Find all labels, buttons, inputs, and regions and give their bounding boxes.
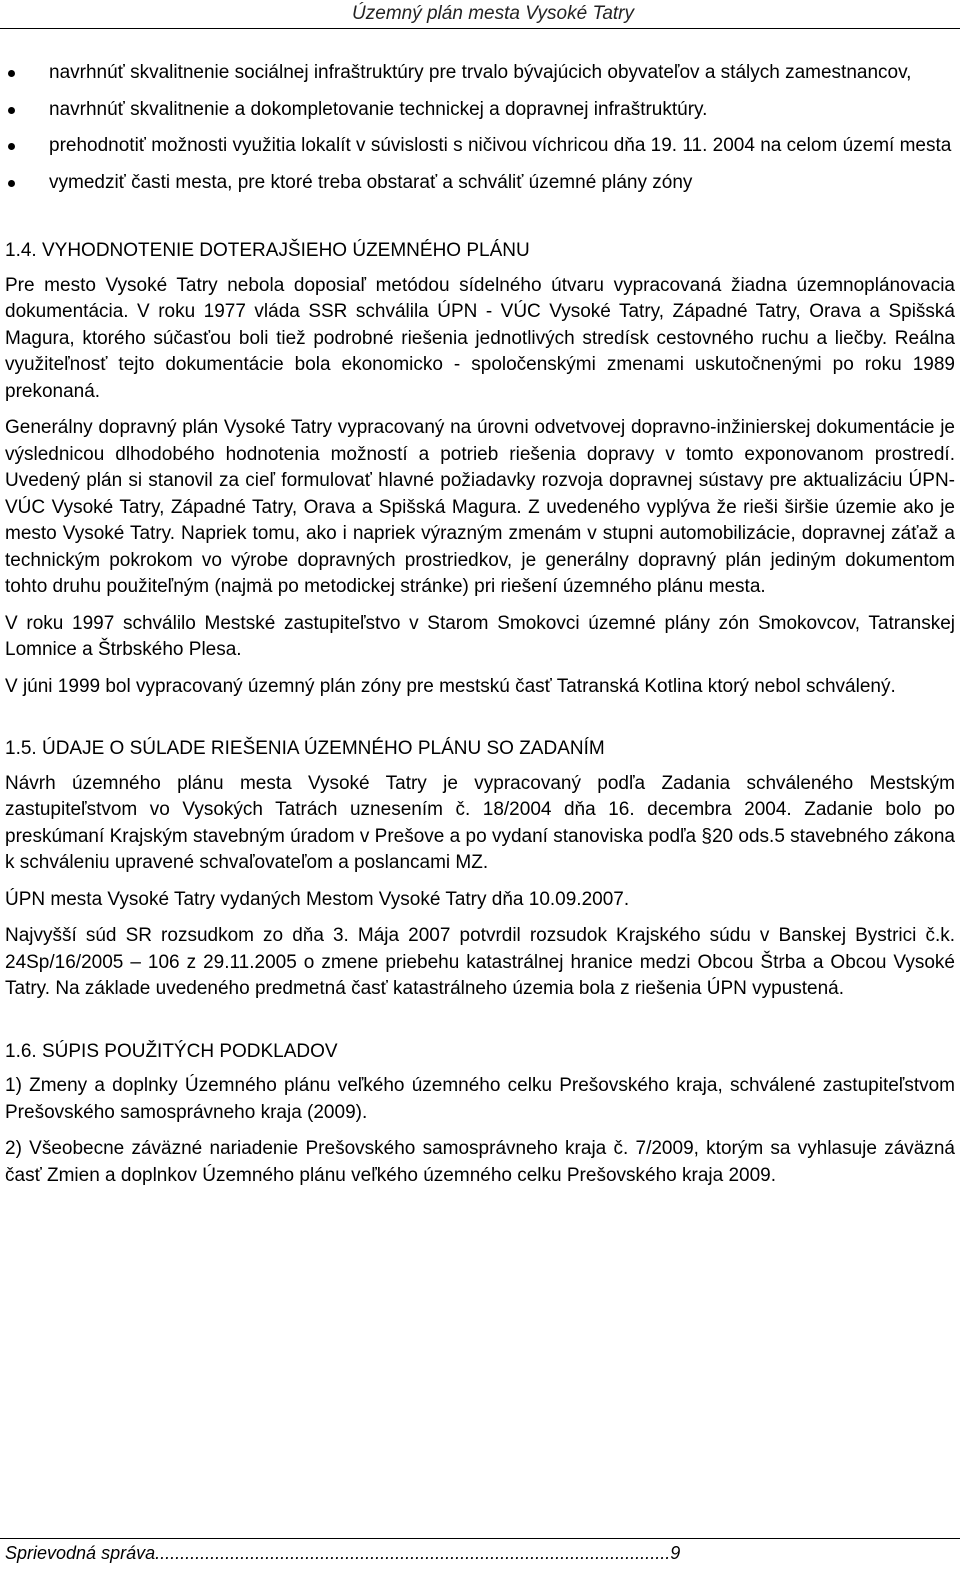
paragraph: Generálny dopravný plán Vysoké Tatry vypracovaný na úrovni odvetvovej dopravno-inžinierskej dokumentácie je výslednicou dlhodobého hodnotenia možností a potrieb riešenia dopravy v tomto exponovanom prostredí. Uvedený plán si stanovil za cieľ formulovať hlavné požiadavky rozvoja dopravnej sústavy pre aktualizáciu ÚPN-VÚC Vysoké Tatry, Západné Tatry, Orava a Spišská Magura. Z uvedeného vyplýva že rieši širšie územie ako je mesto Vysoké Tatry. Napriek tomu, ako i napriek výrazným zmenám v stupni automobilizácie, dopravnej záťaž a technickým pokrokom vo výrobe dopravných prostriedkov, je generálny dopravný plán jediným dokumentom tohto druhu použiteľným (najmä po metodickej stránke) pri riešení územného plánu mesta.	[5, 417, 955, 597]
page-footer	[0, 1538, 960, 1563]
paragraph: Pre mesto Vysoké Tatry nebola doposiaľ metódou sídelného útvaru vypracovaná žiadna územnoplánovacia dokumentácia. V roku 1977 vláda SSR schválila ÚPN - VÚC Vysoké Tatry, Západné Tatry, Orava a Spišská Magura, ktorého súčasťou boli tiež podrobné riešenia jednotlivých stredísk cestovného ruchu a liečby. Reálna využiteľnosť tejto dokumentácie bola ekonomicko - spoločenskými zmenami uskutočnenými po roku 1989 prekonaná.	[5, 274, 955, 402]
section-heading-1-5: 1.5. ÚDAJE O SÚLADE RIEŠENIA ÚZEMNÉHO PLÁNU SO ZADANÍM	[5, 738, 605, 759]
paragraph: Návrh územného plánu mesta Vysoké Tatry je vypracovaný podľa Zadania schváleného Mestským zastupiteľstvom vo Vysokých Tatrách uznesením č. 18/2004 dňa 16. decembra 2004. Zadanie bolo po preskúmaní Krajským stavebným úradom v Prešove a po vydaní stanoviska podľa §20 ods.5 stavebného zákona k schváleniu upravené schvaľovateľom a poslancami MZ.	[5, 772, 955, 873]
paragraph: V roku 1997 schválilo Mestské zastupiteľstvo v Starom Smokovci územné plány zón Smokovcov, Tatranskej Lomnice a Štrbského Plesa.	[5, 612, 955, 660]
footer-text: Sprievodná správa.......................................................................................................9	[5, 1543, 681, 1563]
list-item: navrhnúť skvalitnenie sociálnej infraštruktúry pre trvalo bývajúcich obyvateľov a stálych zamestnancov,	[5, 60, 955, 87]
document-body	[5, 60, 955, 1189]
paragraph: ÚPN mesta Vysoké Tatry vydaných Mestom Vysoké Tatry dňa 10.09.2007.	[5, 888, 630, 910]
paragraph: 1) Zmeny a doplnky Územného plánu veľkého územného celku Prešovského kraja, schválené zastupiteľstvom Prešovského samosprávneho kraja (2009).	[5, 1075, 955, 1123]
paragraph: V júni 1999 bol vypracovaný územný plán zóny pre mestskú časť Tatranská Kotlina ktorý nebol schválený.	[5, 675, 896, 697]
document-title: Územný plán mesta Vysoké Tatry	[352, 3, 634, 24]
page-header	[0, 0, 960, 29]
section-heading-1-6: 1.6. SÚPIS POUŽITÝCH PODKLADOV	[5, 1040, 338, 1062]
list-item: vymedziť časti mesta, pre ktoré treba obstarať a schváliť územné plány zóny	[5, 170, 955, 197]
paragraph: Najvyšší súd SR rozsudkom zo dňa 3. Mája 2007 potvrdil rozsudok Krajského súdu v Banskej Bystrici č.k. 24Sp/16/2005 – 106 z 29.11.2005 o zmene priebehu katastrálnej hranice medzi Obcou Štrba a Obcou Vysoké Tatry. Na základe uvedeného predmetná časť katastrálneho územia bola z riešenia ÚPN vypustená.	[5, 925, 955, 999]
list-item: prehodnotiť možnosti využitia lokalít v súvislosti s ničivou víchricou dňa 19. 11. 2004 na celom území mesta	[5, 133, 955, 160]
bullet-list	[5, 60, 955, 196]
section-heading-1-4: 1.4. VYHODNOTENIE DOTERAJŠIEHO ÚZEMNÉHO PLÁNU	[5, 240, 530, 261]
list-item: navrhnúť skvalitnenie a dokompletovanie technickej a dopravnej infraštruktúry.	[5, 97, 955, 124]
paragraph: 2) Všeobecne záväzné nariadenie Prešovského samosprávneho kraja č. 7/2009, ktorým sa vyhlasuje záväzná časť Zmien a doplnkov Územného plánu veľkého územného celku Prešovského kraja 2009.	[5, 1138, 955, 1186]
